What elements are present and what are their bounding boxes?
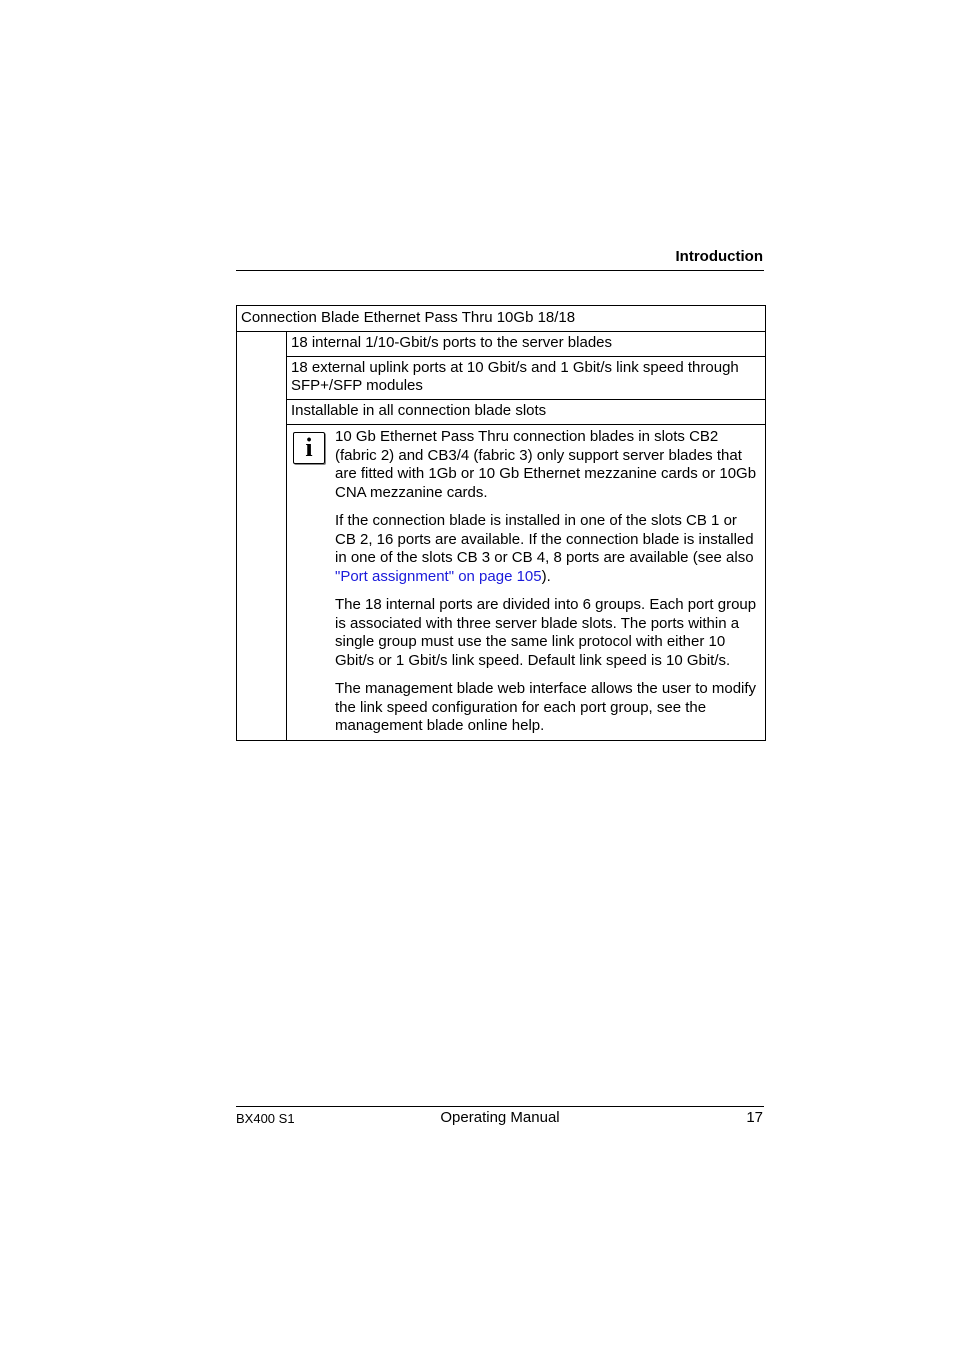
table-body [237,332,765,740]
info-icon: i [293,432,325,464]
table-title-row: Connection Blade Ethernet Pass Thru 10Gb 18/18 [237,306,765,332]
footer-divider [236,1106,764,1107]
note-paragraph [335,512,761,586]
running-header-section: Introduction [675,248,763,265]
note-text [335,428,761,736]
note-paragraph: 10 Gb Ethernet Pass Thru connection blades in slots CB2 (fabric 2) and CB3/4 (fabric 3) only support server blades that are fitted with 1Gb or 10 Gb Ethernet mezzanine cards or 10Gb CNA mezzanine cards. [335,428,757,501]
note-row [287,425,765,740]
table-rows [287,332,765,740]
table-indent-column [237,332,287,740]
port-assignment-link[interactable]: "Port assignment" on page 105 [335,567,542,585]
note-paragraph: The 18 internal ports are divided into 6 groups. Each port group is associated with three server blade slots. The ports within a single group must use the same link protocol with either 10 Gbit/s or 1 Gbit/s link speed. Default link speed is 10 Gbit/s. [335,596,757,669]
note-paragraph: The management blade web interface allows the user to modify the link speed configuration for each port group, see the management blade online help. [335,680,757,734]
footer-product: BX400 S1 [236,1111,295,1126]
header-divider [236,270,764,271]
spec-table [236,305,766,741]
table-row: 18 external uplink ports at 10 Gbit/s and 1 Gbit/s link speed through SFP+/SFP modules [287,357,765,400]
page-number: 17 [746,1109,763,1126]
table-row: Installable in all connection blade slots [287,400,765,425]
note-text-segment: ). [541,567,551,585]
footer-manual-title: Operating Manual [440,1109,560,1126]
table-row: 18 internal 1/10-Gbit/s ports to the server blades [287,332,765,357]
note-text-segment: If the connection blade is installed in one of the slots CB 1 or CB 2, 16 ports are available. If the connection blade is installed in one of the slots CB 3 or CB 4, 8 ports are available (see also [335,512,754,566]
